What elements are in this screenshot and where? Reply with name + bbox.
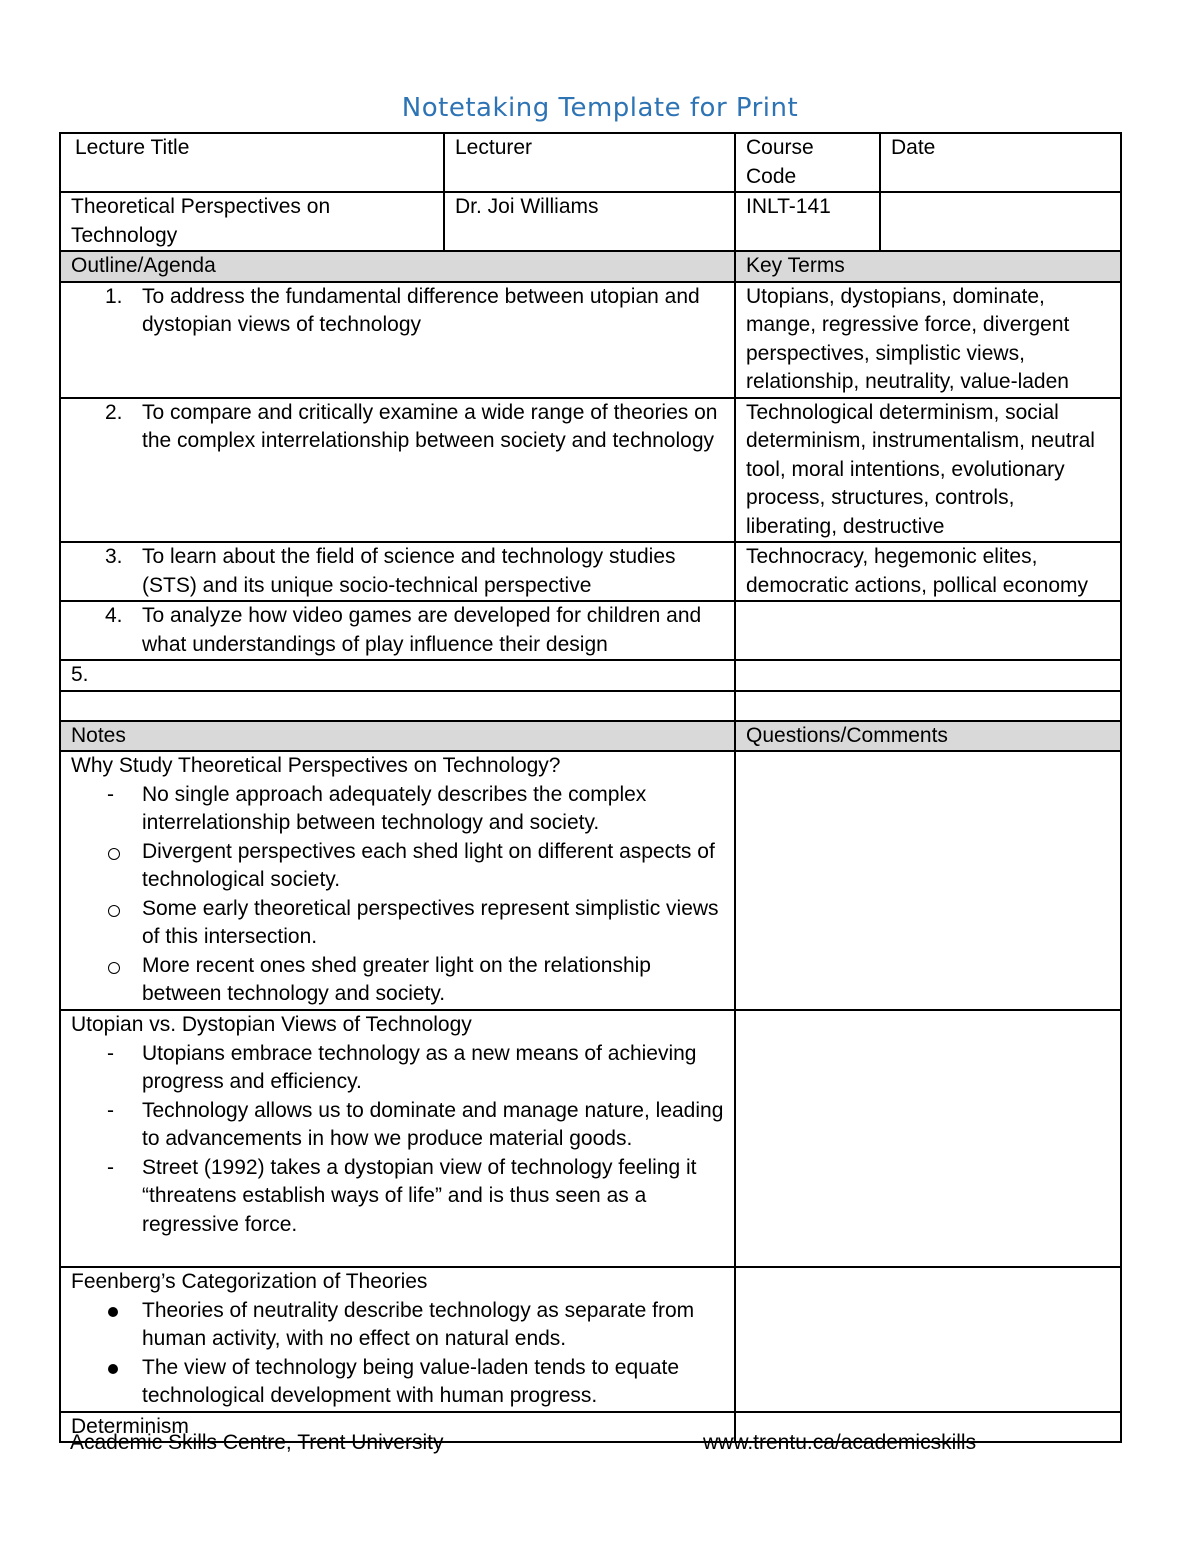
outline-row (60, 691, 1121, 721)
notes-label: Notes (60, 721, 735, 752)
note-bullet (71, 1097, 724, 1154)
notes-row (60, 1010, 1121, 1267)
note-bullet (71, 952, 724, 1009)
notes-cell[interactable] (60, 751, 735, 1010)
outline-row (60, 660, 1121, 691)
key-terms-cell[interactable]: Utopians, dystopians, dominate, mange, regressive force, divergent perspectives, simplistic views, relationship, neutrality, value-laden (735, 282, 1121, 398)
note-bullet (71, 781, 724, 838)
note-text: Theories of neutrality describe technology as separate from human activity, with no effect on natural ends. (142, 1298, 695, 1350)
key-terms-label: Key Terms (735, 251, 1121, 282)
outline-text: To address the fundamental difference between utopian and dystopian views of technology (142, 284, 700, 336)
note-bullet (71, 1297, 724, 1354)
note-text: Street (1992) takes a dystopian view of technology feeling it “threatens establish ways of life” and is thus seen as a regressive force. (142, 1155, 697, 1236)
outline-item[interactable] (60, 601, 735, 660)
footer-website-link[interactable]: www.trentu.ca/academicskills (703, 1431, 977, 1454)
note-text: Some early theoretical perspectives represent simplistic views of this intersection. (142, 896, 719, 948)
key-terms-cell[interactable]: Technocracy, hegemonic elites, democratic actions, pollical economy (735, 542, 1121, 601)
note-text: The view of technology being value-laden tends to equate technological development with human progress. (142, 1355, 680, 1407)
questions-comments-cell[interactable] (735, 751, 1121, 1010)
document-title: Notetaking Template for Print (401, 93, 799, 123)
lecture-title-label: Lecture Title (60, 133, 444, 192)
outline-agenda-label: Outline/Agenda (60, 251, 735, 282)
course-code-value[interactable]: INLT-141 (735, 192, 880, 251)
note-text: More recent ones shed greater light on the relationship between technology and society. (142, 953, 651, 1005)
footer-organization: Academic Skills Centre, Trent University (70, 1431, 444, 1454)
lecture-title-value[interactable]: Theoretical Perspectives on Technology (60, 192, 444, 251)
outline-row (60, 542, 1121, 601)
course-code-label: Course Code (735, 133, 880, 192)
dash-marker: - (107, 1098, 114, 1122)
outline-item-5[interactable]: 5. (60, 660, 735, 691)
notetaking-table (59, 132, 1122, 1443)
note-bullet (71, 838, 724, 895)
outline-item[interactable] (60, 282, 735, 398)
notes-heading: Feenberg’s Categorization of Theories (71, 1270, 428, 1293)
dash-marker: - (107, 782, 114, 806)
date-label: Date (880, 133, 1121, 192)
note-text: Technology allows us to dominate and manage nature, leading to advancements in how we produce material goods. (142, 1098, 724, 1150)
outline-text: To analyze how video games are developed for children and what understandings of play influence their design (142, 604, 702, 656)
note-text: Divergent perspectives each shed light on different aspects of technological society. (142, 839, 715, 891)
note-bullet (71, 895, 724, 952)
outline-number: 1. (105, 284, 123, 308)
key-terms-cell[interactable] (735, 691, 1121, 721)
outline-text: To compare and critically examine a wide range of theories on the complex interrelationship between society and technology (142, 400, 718, 452)
outline-number: 2. (105, 400, 123, 424)
outline-text: To learn about the field of science and technology studies (STS) and its unique socio-technical perspective (142, 545, 676, 597)
questions-comments-cell[interactable] (735, 1267, 1121, 1412)
note-bullet (71, 1154, 724, 1240)
key-terms-cell[interactable] (735, 601, 1121, 660)
note-text: No single approach adequately describes the complex interrelationship between technology and society. (142, 782, 647, 834)
determinism-heading[interactable]: Determinism (60, 1412, 735, 1443)
outline-number: 3. (105, 545, 123, 568)
notes-row (60, 1267, 1121, 1412)
note-bullet (71, 1040, 724, 1097)
note-bullet (71, 1354, 724, 1411)
key-terms-cell[interactable]: Technological determinism, social determinism, instrumentalism, neutral tool, moral intentions, evolutionary process, structures, controls, liberating, destructive (735, 398, 1121, 543)
dash-marker: - (107, 1155, 114, 1179)
notes-row (60, 751, 1121, 1010)
outline-item[interactable] (60, 542, 735, 601)
lecturer-value[interactable]: Dr. Joi Williams (444, 192, 735, 251)
notes-cell[interactable] (60, 1267, 735, 1412)
notes-heading: Why Study Theoretical Perspectives on Technology? (71, 754, 561, 777)
outline-item[interactable] (60, 398, 735, 543)
key-terms-cell[interactable] (735, 660, 1121, 691)
outline-row (60, 282, 1121, 398)
notes-heading: Utopian vs. Dystopian Views of Technology (71, 1013, 472, 1036)
outline-row (60, 398, 1121, 543)
outline-number: 4. (105, 604, 123, 627)
note-text: Utopians embrace technology as a new means of achieving progress and efficiency. (142, 1041, 697, 1093)
lecturer-label: Lecturer (444, 133, 735, 192)
outline-empty-cell[interactable] (60, 691, 735, 721)
dash-marker: - (107, 1041, 114, 1065)
notes-cell[interactable] (60, 1010, 735, 1267)
questions-comments-label: Questions/Comments (735, 721, 1121, 752)
date-value[interactable] (880, 192, 1121, 251)
questions-comments-cell[interactable] (735, 1010, 1121, 1267)
outline-row (60, 601, 1121, 660)
